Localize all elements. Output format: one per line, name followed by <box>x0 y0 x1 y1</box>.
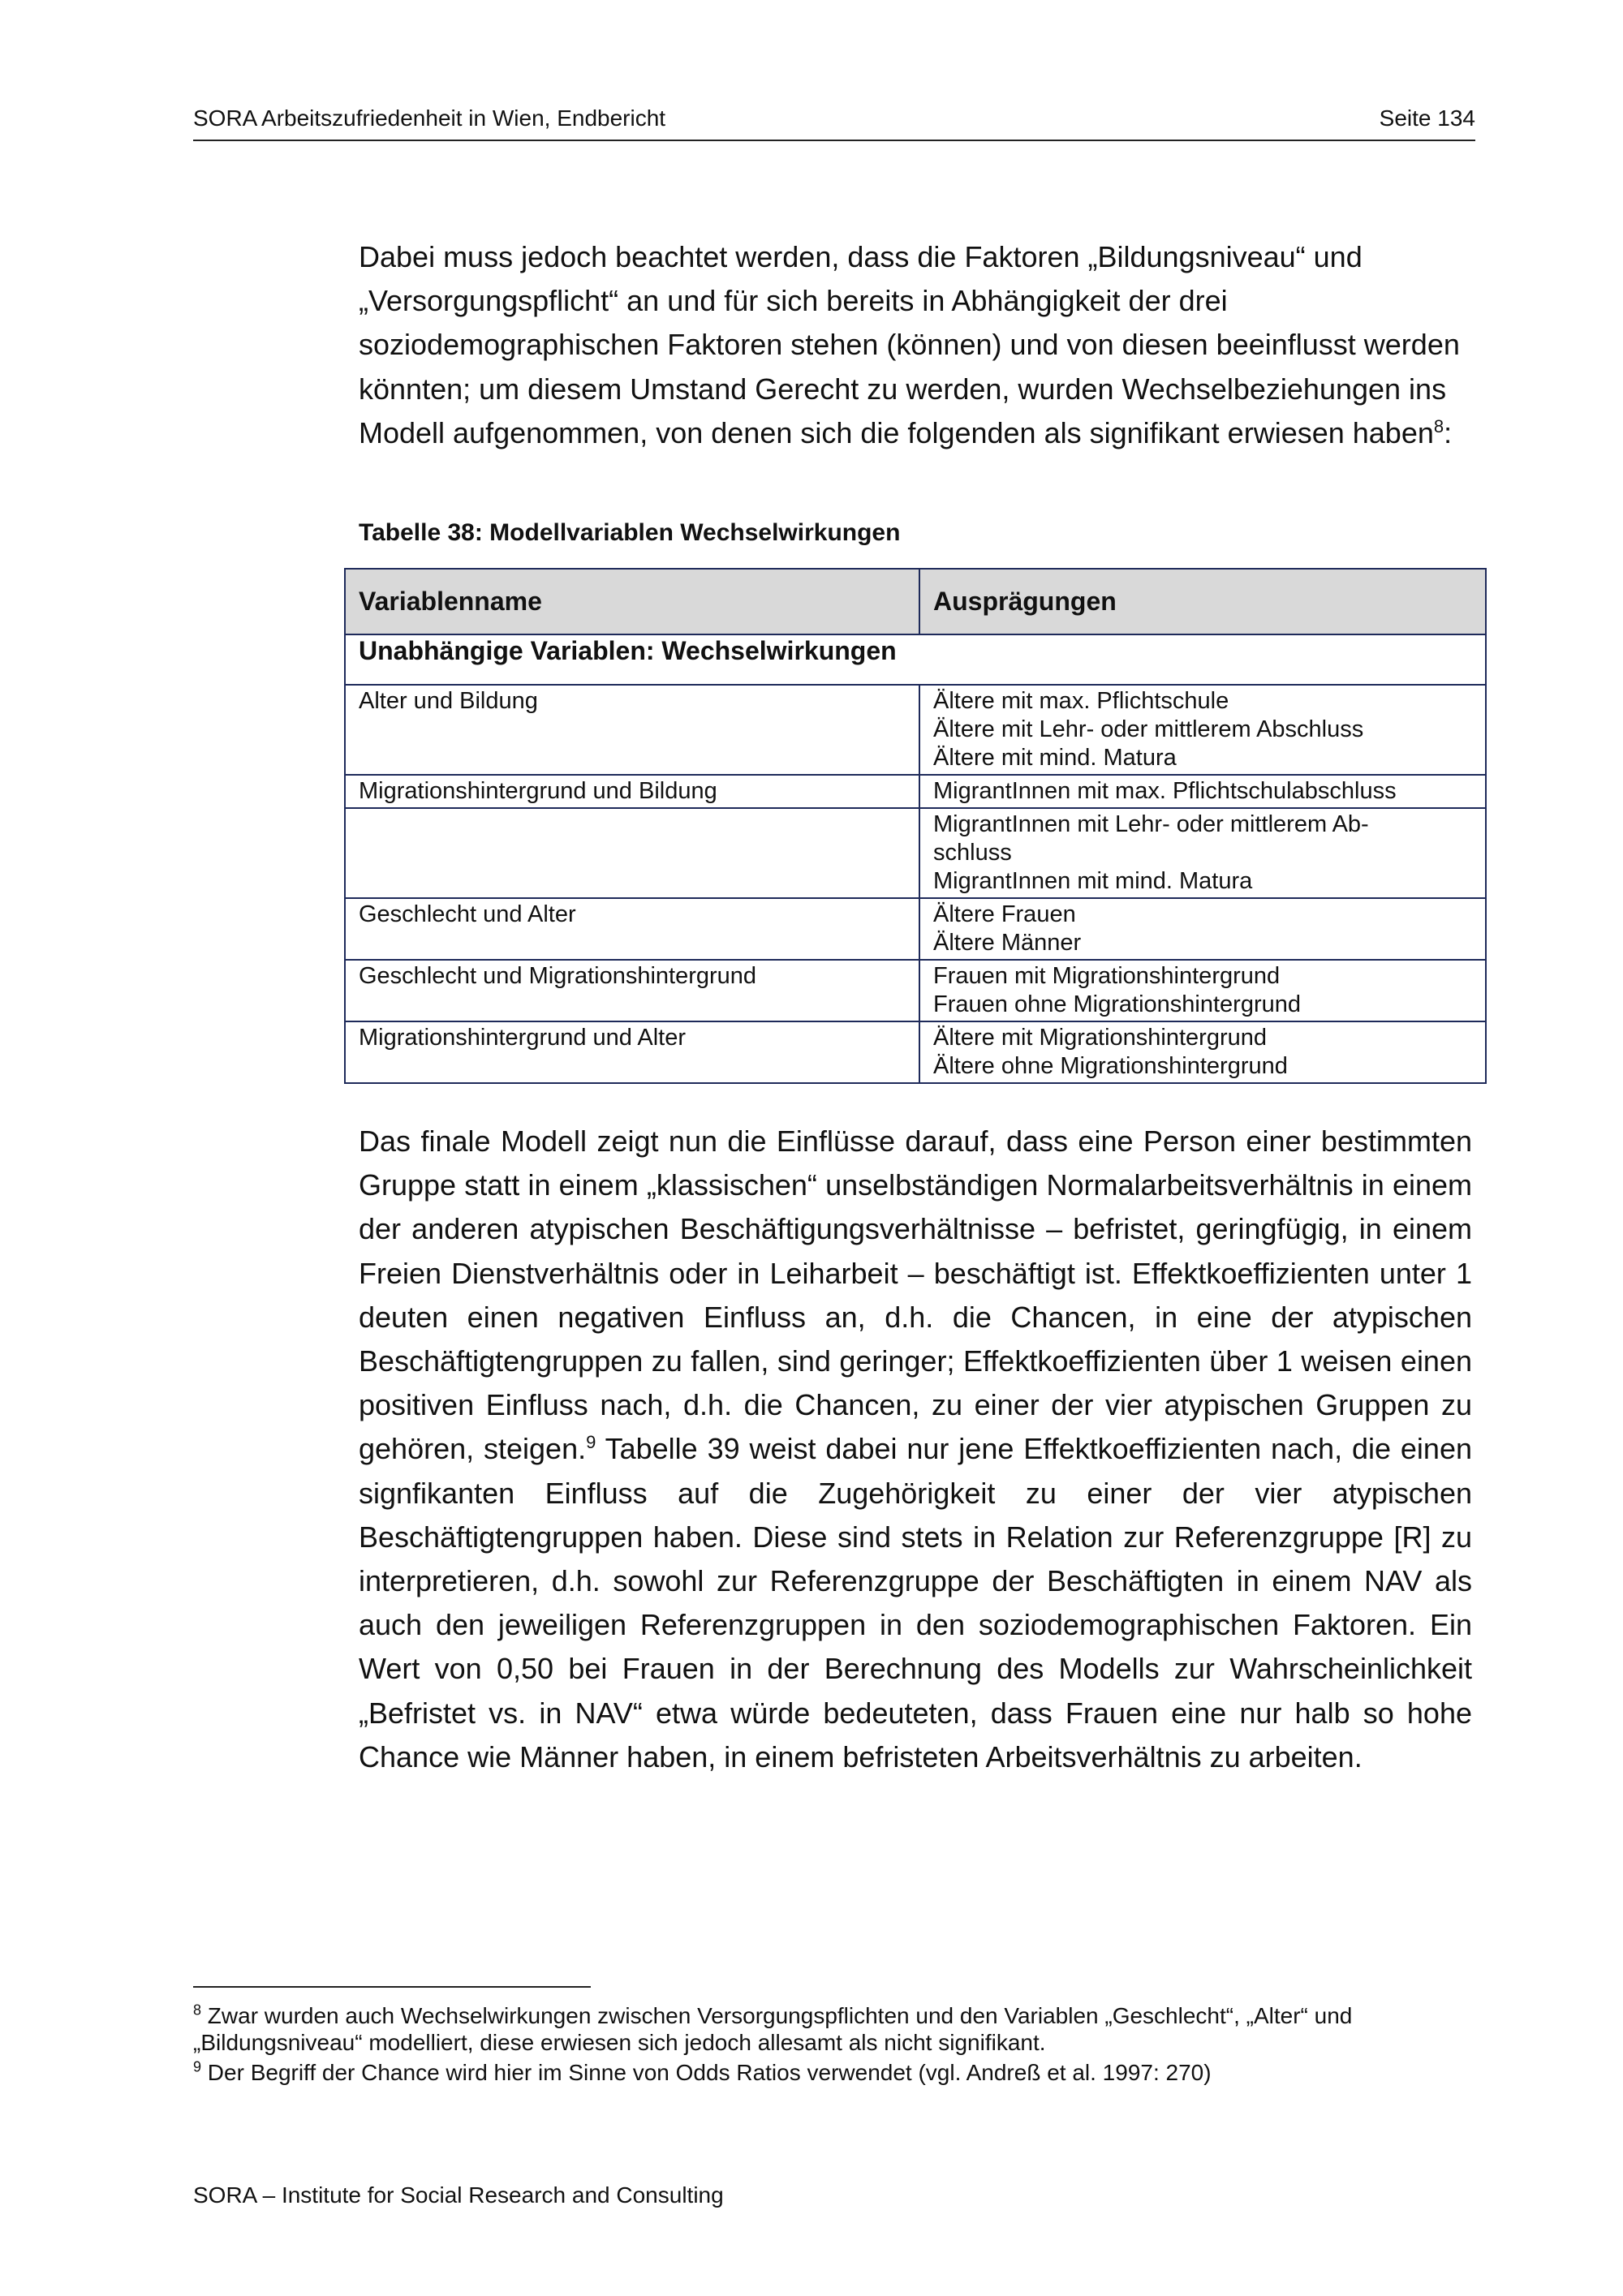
variable-values: MigrantInnen mit max. Pflichtschulabschluss <box>919 775 1486 808</box>
table-group-row: Unabhängige Variablen: Wechselwirkungen <box>345 634 1486 685</box>
paragraph-tail: : <box>1444 415 1453 449</box>
variable-name: Alter und Bildung <box>345 685 919 775</box>
variable-values: Ältere mit Migrationshintergrund Ältere ohne Migrationshintergrund <box>919 1021 1486 1083</box>
footnote-text: Der Begriff der Chance wird hier im Sinne von Odds Ratios verwendet (vgl. Andreß et al. 1997: 270) <box>201 2060 1212 2085</box>
column-header: Ausprägungen <box>919 569 1486 634</box>
header-title: SORA Arbeitszufriedenheit in Wien, Endbericht <box>193 105 666 131</box>
variable-name: Migrationshintergrund und Bildung <box>345 775 919 808</box>
paragraph-text: Das finale Modell zeigt nun die Einflüsse darauf, dass eine Person einer bestimmten Gruppe statt in einem „klassischen“ unselbständigen Normalarbeitsverhältnis in einem der anderen atypischen Beschäftigungsverhältnisse – befristet, geringfügig, in einem Freien Dienstverhältnis oder in Leiharbeit – beschäftigt ist. Effektkoeffizienten unter 1 deuten einen negativen Einfluss an, d.h. die Chancen, in eine der atypischen Beschäftigtengruppen zu fallen, sind geringer; Effektkoeffizienten über 1 weisen einen positiven Einfluss nach, d.h. die Chancen, zu einer der vier atypischen Gruppen zu gehören, steigen. <box>359 1124 1472 1466</box>
column-header: Variablenname <box>345 569 919 634</box>
variable-values: Ältere Frauen Ältere Männer <box>919 898 1486 960</box>
variable-name: Geschlecht und Migrationshintergrund <box>345 960 919 1021</box>
footnote <box>193 2059 1459 2086</box>
footnote <box>193 2002 1459 2056</box>
footnote-ref[interactable]: 9 <box>586 1432 596 1453</box>
table-row <box>345 898 1486 960</box>
footnote-number: 8 <box>193 2001 202 2019</box>
variable-name: Geschlecht und Alter <box>345 898 919 960</box>
variable-values: MigrantInnen mit Lehr- oder mittlerem Ab- schluss MigrantInnen mit mind. Matura <box>919 808 1486 898</box>
variable-values: Frauen mit Migrationshintergrund Frauen ohne Migrationshintergrund <box>919 960 1486 1021</box>
variable-name: Migrationshintergrund und Alter <box>345 1021 919 1083</box>
footnote-divider <box>193 1986 591 1988</box>
table-caption: Tabelle 38: Modellvariablen Wechselwirkungen <box>359 519 901 546</box>
paragraph-text: Dabei muss jedoch beachtet werden, dass die Faktoren „Bildungsniveau“ und „Versorgungspflicht“ an und für sich bereits in Abhängigkeit der drei soziodemographischen Faktoren stehen (können) und von diesen beeinflusst werden könnten; um diesem Umstand Gerecht zu werden, wurden Wechselbeziehungen ins Modell aufgenommen, von denen sich die folgenden als signifikant erwiesen haben <box>359 240 1460 449</box>
table-row <box>345 960 1486 1021</box>
paragraph-intro <box>359 235 1472 455</box>
footnote-text: Zwar wurden auch Wechselwirkungen zwischen Versorgungspflichten und den Variablen „Geschlecht“, „Alter“ und „Bildungsniveau“ modelliert, diese erwiesen sich jedoch allesamt als nicht signifikant. <box>193 2003 1353 2055</box>
page-footer: SORA – Institute for Social Research and Consulting <box>193 2182 724 2208</box>
footnote-ref[interactable]: 8 <box>1433 415 1444 436</box>
variables-table <box>344 568 1487 1084</box>
paragraph-text: Tabelle 39 weist dabei nur jene Effektkoeffizienten nach, die einen signfikanten Einfluss auf die Zugehörigkeit zu einer der vier atypischen Beschäftigtengruppen haben. Diese sind stets in Relation zur Referenzgruppe [R] zu interpretieren, d.h. sowohl zur Referenzgruppe der Beschäftigten in einem NAV als auch den jeweiligen Referenzgruppen in den soziodemographischen Faktoren. Ein Wert von 0,50 bei Frauen in der Berechnung des Modells zur Wahrscheinlichkeit „Befristet vs. in NAV“ etwa würde bedeuteten, dass Frauen eine nur halb so hohe Chance wie Männer haben, in einem befristeten Arbeitsverhältnis zu arbeiten. <box>359 1432 1472 1774</box>
footnote-number: 9 <box>193 2058 202 2075</box>
variable-values: Ältere mit max. Pflichtschule Ältere mit Lehr- oder mittlerem Abschluss Ältere mit mind. Matura <box>919 685 1486 775</box>
table-row <box>345 775 1486 808</box>
page-number: Seite 134 <box>1379 105 1475 131</box>
table-row <box>345 1021 1486 1083</box>
paragraph-model <box>359 1120 1472 1779</box>
page-header <box>193 104 1475 141</box>
variable-name <box>345 808 919 898</box>
table-row <box>345 808 1486 898</box>
table-row <box>345 685 1486 775</box>
